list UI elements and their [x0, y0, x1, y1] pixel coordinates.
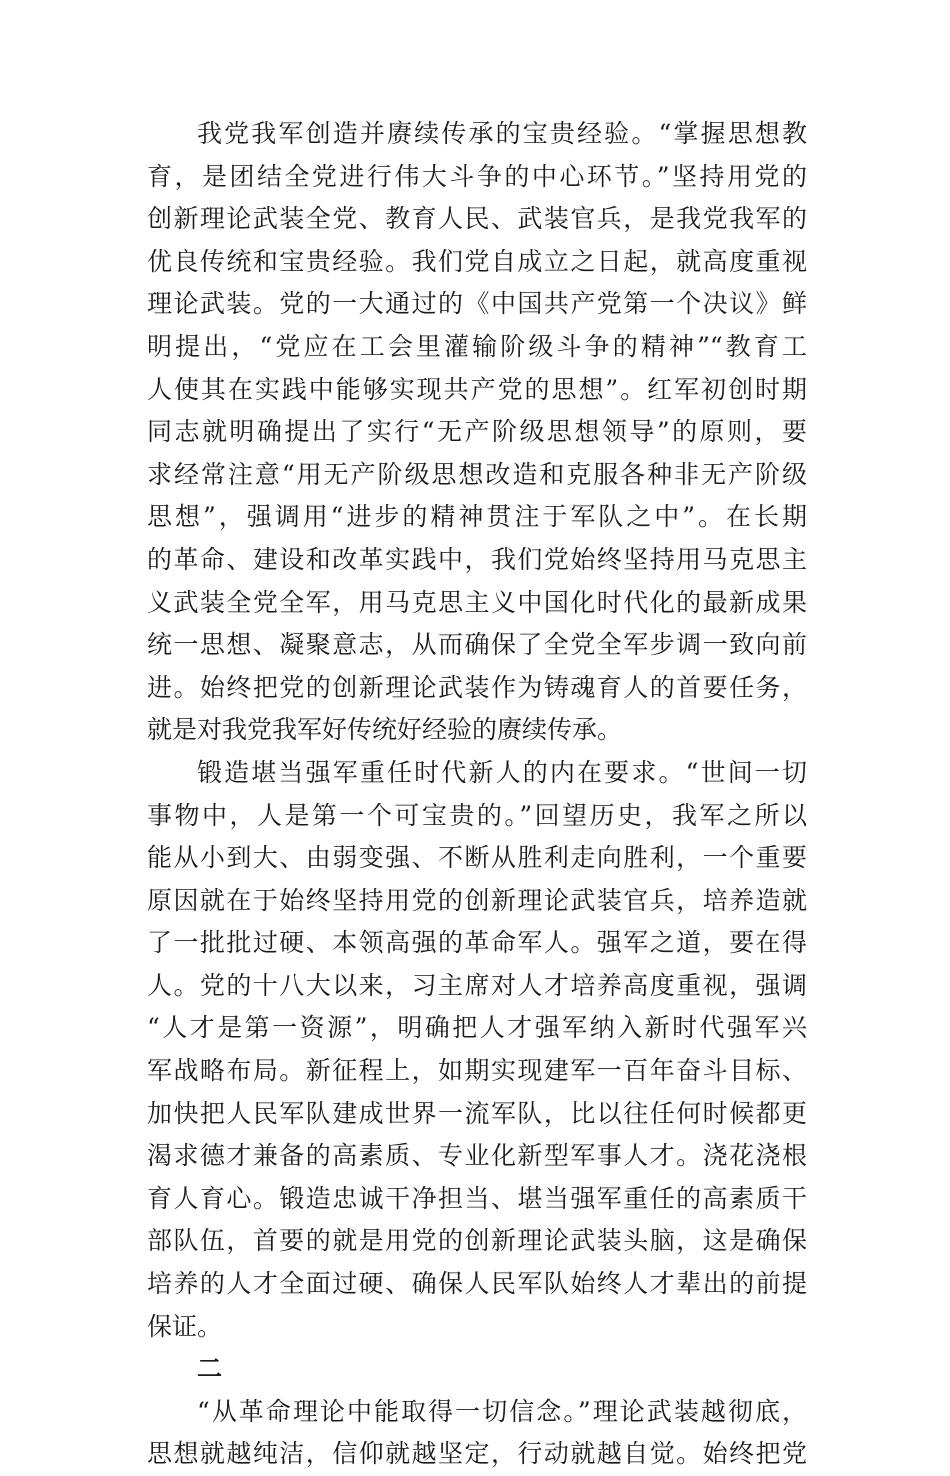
text-line: 创新理论武装全党、教育人民、武装官兵，是我党我军的 — [147, 204, 807, 234]
text-line: 人使其在实践中能够实现共产党的思想”。红军初创时期 — [147, 374, 807, 404]
text-line: 明提出，“党应在工会里灌输阶级斗争的精神”“教育工 — [147, 331, 807, 361]
text-line: 统一思想、凝聚意志，从而确保了全党全军步调一致向前 — [147, 630, 807, 660]
paragraph-2 — [147, 752, 807, 1348]
text-line: “从革命理论中能取得一切信念。”理论武装越彻底， — [197, 1396, 807, 1426]
text-line: 原因就在于始终坚持用党的创新理论武装官兵，培养造就 — [147, 885, 807, 915]
text-line: 渴求德才兼备的高素质、专业化新型军事人才。浇花浇根 — [147, 1141, 807, 1171]
text-line: 部队伍，首要的就是用党的创新理论武装头脑，这是确保 — [147, 1226, 807, 1256]
text-line: 理论武装。党的一大通过的《中国共产党第一个决议》鲜 — [147, 289, 807, 319]
text-line: 进。始终把党的创新理论武装作为铸魂育人的首要任务， — [147, 672, 807, 702]
text-line: 事物中，人是第一个可宝贵的。”回望历史，我军之所以 — [147, 800, 807, 830]
text-line: 优良传统和宝贵经验。我们党自成立之日起，就高度重视 — [147, 246, 807, 276]
text-line: 军战略布局。新征程上，如期实现建军一百年奋斗目标、 — [147, 1056, 807, 1086]
text-line: 保证。 — [147, 1311, 223, 1341]
text-line: 思想”，强调用“进步的精神贯注于军队之中”。在长期 — [147, 502, 807, 532]
text-line: 锻造堪当强军重任时代新人的内在要求。“世间一切 — [197, 757, 807, 787]
text-line: 能从小到大、由弱变强、不断从胜利走向胜利，一个重要 — [147, 843, 807, 873]
text-line: “人才是第一资源”，明确把人才强军纳入新时代强军兴 — [147, 1013, 807, 1043]
text-line: 我党我军创造并赓续传承的宝贵经验。“掌握思想教 — [197, 119, 807, 148]
text-line: 思想就越纯洁，信仰就越坚定，行动就越自觉。始终把党 — [147, 1439, 807, 1469]
paragraph-1 — [147, 113, 807, 752]
text-line: 同志就明确提出了实行“无产阶级思想领导”的原则，要 — [147, 417, 807, 447]
text-line: 育人育心。锻造忠诚干净担当、堪当强军重任的高素质干 — [147, 1183, 807, 1213]
document-page — [147, 113, 807, 1476]
text-line: 了一批批过硬、本领高强的革命军人。强军之道，要在得 — [147, 928, 807, 958]
text-line: 人。党的十八大以来，习主席对人才培养高度重视，强调 — [147, 970, 807, 1000]
text-line: 就是对我党我军好传统好经验的赓续传承。 — [147, 715, 623, 745]
section-heading: 二 — [197, 1354, 223, 1384]
text-line: 加快把人民军队建成世界一流军队，比以往任何时候都更 — [147, 1098, 807, 1128]
text-line: 义武装全党全军，用马克思主义中国化时代化的最新成果 — [147, 587, 807, 617]
text-line: 培养的人才全面过硬、确保人民军队始终人才辈出的前提 — [147, 1269, 807, 1299]
text-line: 的革命、建设和改革实践中，我们党始终坚持用马克思主 — [147, 544, 807, 574]
text-line: 求经常注意“用无产阶级思想改造和克服各种非无产阶级 — [147, 459, 807, 489]
text-line: 育，是团结全党进行伟大斗争的中心环节。”坚持用党的 — [147, 161, 807, 191]
paragraph-3 — [147, 1391, 807, 1476]
